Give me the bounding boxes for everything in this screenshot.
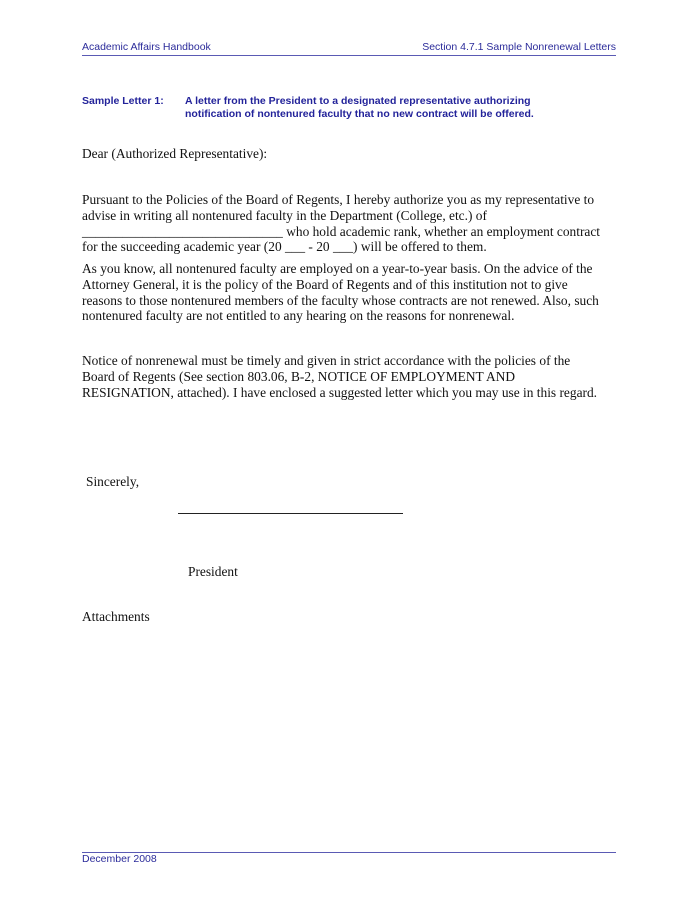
signer-title <box>188 564 238 580</box>
sample-description-line: notification of nontenured faculty that no new contract will be offered. <box>185 108 534 120</box>
paragraph-line: advise in writing all nontenured faculty in the Department (College, etc.) of <box>82 207 487 223</box>
header-section: Section 4.7.1 Sample Nonrenewal Letters <box>422 41 616 53</box>
salutation <box>82 146 267 162</box>
paragraph-line: Pursuant to the Policies of the Board of Regents, I hereby authorize you as my representative to <box>82 192 595 207</box>
closing <box>86 474 139 490</box>
paragraph-line: RESIGNATION, attached). I have enclosed a suggested letter which you may use in this regard. <box>82 384 598 400</box>
paragraph-line: Board of Regents (See section 803.06, B-2, NOTICE OF EMPLOYMENT AND <box>82 368 516 384</box>
sample-description <box>185 95 605 121</box>
paragraph-authorization <box>82 192 600 255</box>
signature-line <box>178 513 403 514</box>
header-rule <box>82 55 616 56</box>
closing-text: Sincerely, <box>86 474 140 489</box>
footer-date: December 2008 <box>82 853 157 865</box>
attachments-note <box>82 609 150 625</box>
paragraph-notice <box>82 353 597 400</box>
footer-rule <box>82 852 616 853</box>
paragraph-line: ______________________________ who hold academic rank, whether an employment contract <box>82 223 601 239</box>
signer-text: President <box>188 564 238 579</box>
paragraph-policy <box>82 261 599 324</box>
paragraph-line: Attorney General, it is the policy of the Board of Regents and of this institution not to give <box>82 276 568 292</box>
sample-label: Sample Letter 1: <box>82 95 164 107</box>
paragraph-line: nontenured faculty are not entitled to any hearing on the reasons for nonrenewal. <box>82 308 515 324</box>
sample-description-line: A letter from the President to a designated representative authorizing <box>185 95 531 107</box>
header-title: Academic Affairs Handbook <box>82 41 211 53</box>
paragraph-line: for the succeeding academic year (20 ___ - 20 ___) will be offered to them. <box>82 239 487 255</box>
paragraph-line: Notice of nonrenewal must be timely and given in strict accordance with the policies of the <box>82 353 571 368</box>
paragraph-line: reasons to those nontenured members of the faculty whose contracts are not renewed. Also, such <box>82 292 599 308</box>
salutation-text: Dear (Authorized Representative): <box>82 146 268 161</box>
attachments-text: Attachments <box>82 609 150 624</box>
paragraph-line: As you know, all nontenured faculty are employed on a year-to-year basis. On the advice of the <box>82 261 593 276</box>
